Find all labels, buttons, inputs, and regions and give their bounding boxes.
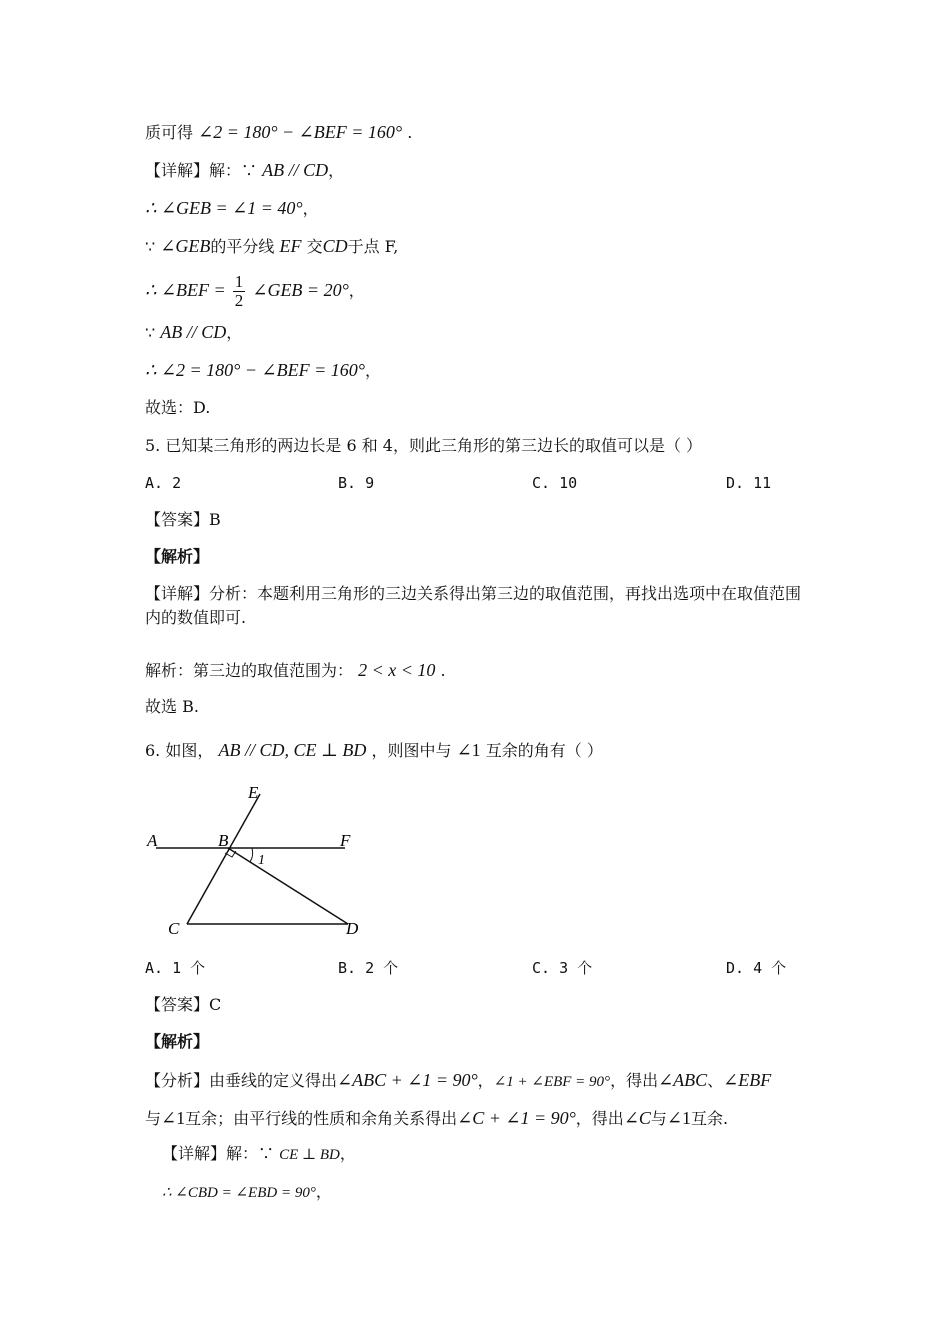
label-f: F (340, 831, 351, 850)
label-c: C (168, 919, 180, 938)
math-expression: ∴ ∠GEB = ∠1 = 40° (145, 198, 303, 218)
q5-solution (145, 658, 446, 683)
text: ，得出 (575, 1109, 624, 1128)
math-expression: ∴ ∠2 = 180° − ∠BEF = 160° (145, 360, 365, 380)
text: . (407, 123, 413, 142)
math-expression: ∠GEB = 20° (252, 280, 349, 300)
q6-option-d: D. 4 个 (726, 959, 787, 977)
because-symbol: ∵ (145, 323, 156, 342)
math-expression: AB // CD (160, 322, 227, 342)
math-expression: ∴ ∠CBD = ∠EBD = 90° (162, 1185, 316, 1201)
text: ，则图中与 (371, 741, 452, 760)
q5-option-b: B. 9 (338, 474, 375, 492)
step-line (145, 270, 365, 311)
detail-line (145, 158, 344, 183)
text: 互余；由平行线的性质和余角关系得出 (185, 1109, 458, 1128)
q6-answer: 【答案】C (145, 995, 222, 1014)
text: ， (226, 323, 243, 342)
text: 互余的角有（ ） (485, 741, 603, 760)
math-expression: ∴ ∠BEF = (145, 280, 226, 300)
q5-analysis-label: 【解析】 (145, 547, 210, 566)
line-bd (228, 848, 348, 924)
math-expression: ∠GEB (160, 236, 211, 256)
label-angle-1: 1 (258, 853, 265, 868)
math-expression: ∠ABC + ∠1 = 90° (337, 1070, 478, 1090)
q5-answer: 【答案】B (145, 510, 221, 529)
math-expression: EF (279, 236, 302, 256)
line-ce (187, 794, 260, 924)
text: 交 (306, 237, 323, 256)
text: 与 (650, 1109, 667, 1128)
text: 故选：D. (145, 398, 211, 417)
q5-option-d: D. 11 (726, 474, 772, 492)
text: ， (328, 161, 345, 180)
math-expression: CE ⊥ BD (279, 1147, 340, 1163)
q6-fenxi-line2 (145, 1106, 728, 1131)
continuation-line (145, 120, 412, 145)
q5-option-a: A. 2 (145, 474, 182, 492)
label-a: A (147, 831, 158, 850)
q6-fenxi-line1 (145, 1068, 771, 1094)
text: 6. 如图， (145, 741, 214, 760)
math-expression: ∠EBF (723, 1070, 772, 1090)
text: ， (364, 361, 381, 380)
question-6-stem (145, 738, 603, 763)
math-expression: 2 < x < 10 (358, 660, 436, 680)
question-text: 5. 已知某三角形的两边长是 6 和 4，则此三角形的第三边长的取值可以是（ ） (145, 436, 703, 455)
math-expression: ∠C + ∠1 = 90° (457, 1108, 576, 1128)
math-expression: CD (322, 236, 348, 256)
detail-label: 【详解】解：∵ (145, 161, 258, 180)
q5-choice: 故选 B. (145, 697, 199, 716)
question-5-stem (145, 434, 702, 458)
step-line (145, 320, 242, 345)
q6-option-a: A. 1 个 (145, 959, 206, 977)
choice-line (145, 396, 210, 420)
q6-option-b: B. 2 个 (338, 959, 399, 977)
q6-option-c: C. 3 个 (532, 959, 593, 977)
math-expression: ∠1 (456, 740, 481, 760)
step-line (145, 196, 319, 221)
fraction (233, 273, 246, 310)
text: ，得出 (610, 1071, 659, 1090)
text: 与 (145, 1109, 162, 1128)
label-d: D (346, 919, 359, 938)
q5-option-c: C. 10 (532, 474, 578, 492)
q6-analysis-label: 【解析】 (145, 1032, 210, 1051)
text: 于点 F, (347, 237, 399, 256)
math-expression: ∠ABC (658, 1070, 708, 1090)
text: 解析：第三边的取值范围为： (145, 661, 354, 680)
step-line (145, 358, 381, 383)
text: 互余. (691, 1109, 729, 1128)
math-expression: AB // CD, CE ⊥ BD (218, 740, 367, 760)
text: ， (477, 1071, 494, 1090)
because-symbol: ∵ (145, 237, 156, 256)
text: ， (348, 281, 365, 300)
math-expression: ∠2 = 180° − ∠BEF = 160° (198, 122, 403, 142)
math-expression: ∠C (623, 1108, 651, 1128)
angle-1-arc (250, 848, 253, 862)
text: . (440, 661, 446, 680)
q6-step (162, 1180, 332, 1205)
text: 【详解】解：∵ (162, 1144, 275, 1163)
text: 的平分线 (210, 237, 275, 256)
fraction-denominator: 2 (234, 291, 244, 310)
label-e: E (248, 783, 259, 802)
math-expression: ∠1 + ∠EBF = 90° (493, 1074, 611, 1090)
text: ， (339, 1144, 356, 1163)
fraction-numerator: 1 (234, 272, 244, 291)
text: 【分析】由垂线的定义得出 (145, 1071, 338, 1090)
math-expression: AB // CD (262, 160, 329, 180)
q6-detail (162, 1142, 356, 1167)
text: 、 (707, 1071, 724, 1090)
math-expression: ∠1 (161, 1108, 186, 1128)
step-line (145, 234, 398, 259)
text: ， (302, 199, 319, 218)
text: 质可得 (145, 123, 194, 142)
q5-detail: 【详解】分析：本题利用三角形的三边关系得出第三边的取值范围，再找出选项中在取值范围内的数值即可. (145, 584, 802, 627)
label-b: B (218, 831, 229, 850)
geometry-figure (140, 782, 380, 942)
text: ， (315, 1182, 332, 1201)
math-expression: ∠1 (666, 1108, 692, 1128)
